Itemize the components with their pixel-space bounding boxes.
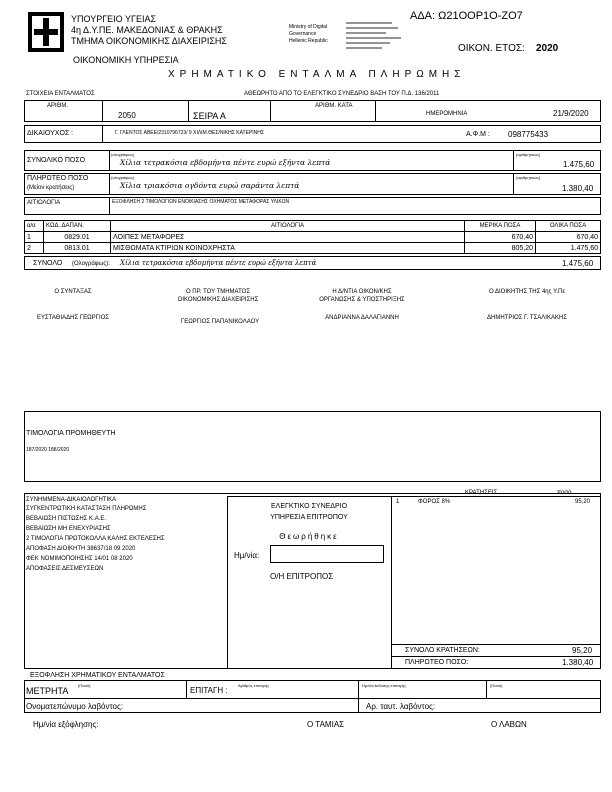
total-words: Χίλια τετρακόσια εβδομήντα πέντε ευρώ εξήντα λεπτά bbox=[120, 158, 331, 167]
deductions-header-amount: ποσό bbox=[557, 490, 572, 496]
deduction-amount: 95,20 bbox=[575, 499, 591, 505]
table-row: 1 0829.01 ΛΟΙΠΕΣ ΜΕΤΑΦΟΡΕΣ 670,40 670,40 bbox=[25, 232, 601, 243]
payable-label: ΠΛΗΡΩΤΕΟ ΠΟΣΟ bbox=[27, 175, 89, 182]
page-title: ΧΡΗΜΑΤΙΚΟ ΕΝΤΑΛΜΑ ΠΛΗΡΩΜΗΣ bbox=[168, 69, 466, 80]
recipient-name-label: Ονοματεπώνυμο λαβόντος: bbox=[26, 702, 124, 711]
invoices-title: ΤΙΜΟΛΟΓΙΑ ΠΡΟΜΗΘΕΥΤΗ bbox=[26, 430, 116, 437]
audit-date-input[interactable] bbox=[270, 545, 384, 563]
stamp-line2: Governance bbox=[289, 31, 317, 37]
beneficiary-value: Γ. ΓΛΕΝΤΟΣ ΑΒΕΕ/2310796723/ 9 ΧΙΛΙΜ.ΘΕΣ/ΝΙΚΗΣ ΚΑΤΕΡΙΝΗΣ bbox=[115, 130, 264, 136]
payable-words: Χίλια τριακόσια ογδόντα ευρώ σαράντα λεπτά bbox=[120, 181, 300, 190]
service-name: ΟΙΚΟΝΟΜΙΚΗ ΥΠΗΡΕΣΙΑ bbox=[73, 55, 179, 65]
deductions-payable: 1.380,40 bbox=[562, 658, 594, 667]
payment-title: ΕΞΟΦΛΗΣΗ ΧΡΗΜΑΤΙΚΟΥ ΕΝΤΑΛΜΑΤΟΣ bbox=[30, 672, 165, 679]
total-in-words-label: (ολογράφως) bbox=[111, 152, 135, 157]
elements-label: ΣΤΟΙΧΕΙΑ ΕΝΤΑΛΜΑΤΟΣ bbox=[26, 91, 95, 97]
audit-note: ΑΘΕΩΡΗΤΟ ΑΠΟ ΤΟ ΕΛΕΓΚΤΙΚΟ ΣΥΝΕΔΡΙΟ ΒΑΣΗ ΤΟΥ Π.Δ. 136/2011 bbox=[244, 91, 440, 97]
col-reason: ΑΙΤΙΟΛΟΓΙΑ bbox=[111, 221, 465, 232]
items-header-row bbox=[25, 221, 601, 232]
attachment-line: 2 ΤΙΜΟΛΟΓΙΑ ΠΡΩΤΟΚΟΛΛΑ ΚΑΛΗΣ ΕΚΤΕΛΕΣΗΣ bbox=[26, 536, 165, 542]
deductions-header-label: ΚΡΑΤΗΣΕΙΣ bbox=[465, 490, 498, 496]
date-value: 21/9/2020 bbox=[553, 109, 589, 118]
payable-in-words-label: (ολογράφως) bbox=[111, 175, 135, 180]
col-partial: ΜΕΡΙΚΑ ΠΟΣΑ bbox=[465, 221, 536, 232]
ministry-line3: ΤΜΗΜΑ ΟΙΚΟΝΟΜΙΚΗΣ ΔΙΑΧΕΙΡΙΣΗΣ bbox=[71, 36, 227, 46]
attachment-line: ΦΕΚ ΝΟΜΙΜΟΠΟΙΗΣΗΣ 14/01 08 2020 bbox=[26, 556, 133, 562]
ministry-line1: ΥΠΟΥΡΓΕΙΟ ΥΓΕΙΑΣ bbox=[71, 14, 157, 24]
sum-amount: 1.475,60 bbox=[562, 259, 594, 268]
invoices-box bbox=[24, 411, 601, 482]
payable-in-digits-label: (αριθμητικώς) bbox=[516, 175, 541, 180]
reason-label: ΑΙΤΙΟΛΟΓΙΑ bbox=[27, 200, 61, 206]
cashier-label: Ο ΤΑΜΙΑΣ bbox=[307, 720, 345, 729]
check-label[interactable]: ΕΠΙΤΑΓΗ : bbox=[190, 686, 228, 695]
arithm-kata-label: ΑΡΙΘΜ. ΚΑΤΑ bbox=[315, 103, 353, 109]
cash-note: (Ποσό) bbox=[78, 683, 91, 688]
sum-label: ΣΥΝΟΛΟ bbox=[33, 260, 63, 267]
audit-commissioner: Ο/Η ΕΠΙΤΡΟΠΟΣ bbox=[270, 572, 334, 581]
audit-date-label: Ημ/νία: bbox=[234, 551, 260, 560]
signature-1-name: ΕΥΣΤΑΘΙΑΔΗΣ ΓΕΩΡΓΙΟΣ bbox=[36, 315, 109, 321]
sum-words-label: (Ολογράφως): bbox=[72, 261, 110, 267]
signature-4-role: Ο ΔΙΟΙΚΗΤΗΣ ΤΗΣ 4ης Υ.Πε bbox=[488, 289, 566, 295]
stamp-line1: Ministry of Digital bbox=[289, 24, 328, 30]
attachment-line: ΒΕΒΑΙΩΣΗ ΜΗ ΕΝΕΧΥΡΙΑΣΗΣ bbox=[26, 526, 111, 532]
total-label: ΣΥΝΟΛΙΚΟ ΠΟΣΟ bbox=[27, 157, 86, 164]
invoices-list: 187/2020 188/2020 bbox=[26, 447, 70, 453]
series-value: ΣΕΙΡΑ Α bbox=[193, 111, 226, 121]
afm-label: Α.Φ.Μ : bbox=[466, 131, 490, 138]
digital-signature-stamp bbox=[346, 20, 406, 54]
check-amount-note: (Ποσό) bbox=[490, 683, 503, 688]
items-table bbox=[24, 220, 601, 254]
payment-date-label: Ημ/νία εξόφλησης: bbox=[33, 720, 99, 729]
signature-1-role: Ο ΣΥΝΤΑΞΑΣ bbox=[54, 289, 92, 295]
col-aa: α/α bbox=[25, 221, 44, 232]
attachment-line: ΑΠΟΦΑΣΕΙΣ ΔΕΣΜΕΥΣΕΩΝ bbox=[26, 566, 104, 572]
signature-3-name: ΑΝΔΡΙΑΝΝΑ ΔΑΛΑΓΙΑΝΝΗ bbox=[325, 315, 399, 321]
audit-line1: ΕΛΕΓΚΤΙΚΟ ΣΥΝΕΔΡΙΟ bbox=[270, 503, 348, 510]
sum-words: Χίλια τετρακόσια εβδομήντα πέντε ευρώ εξήντα λεπτά bbox=[120, 259, 317, 267]
deductions-total: 95,20 bbox=[572, 646, 593, 655]
afm-value: 098775433 bbox=[508, 130, 549, 139]
signature-3-role2: ΟΡΓΑΝΩΣΗΣ & ΥΠΟΣΤΗΡΙΞΗΣ bbox=[319, 297, 405, 303]
total-amount: 1.475,60 bbox=[563, 160, 595, 169]
ada-code: ΑΔΑ: Ω21ΟΟΡ1Ο-ΖΟ7 bbox=[410, 10, 523, 22]
reason-value: ΕΞΟΦΛΗΣΗ 2 ΤΙΜΟΛΟΓΙΩΝ ΕΝΟΙΚΙΑΣΗΣ ΟΧΗΜΑΤΟΣ ΜΕΤΑΦΟΡΑΣ ΥΛΙΚΩΝ bbox=[112, 199, 290, 205]
audit-line2: ΥΠΗΡΕΣΙΑ ΕΠΙΤΡΟΠΟΥ bbox=[270, 514, 348, 521]
attachments-label: ΣΥΝΗΜΜΕΝΑ-ΔΙΚΑΙΟΛΟΓΗΤΙΚΑ bbox=[26, 497, 117, 503]
signature-2-name: ΓΕΩΡΓΙΟΣ ΠΑΠΑΝΙΚΟΛΑΟΥ bbox=[180, 319, 260, 325]
signature-4-name: ΔΗΜΗΤΡΙΟΣ Γ. ΤΣΑΛΙΚΑΚΗΣ bbox=[486, 315, 568, 321]
ministry-logo bbox=[28, 12, 64, 52]
attachment-line: ΣΥΓΚΕΝΤΡΩΤΙΚΗ ΚΑΤΑΣΤΑΣΗ ΠΛΗΡΩΜΗΣ bbox=[26, 506, 147, 512]
recipient-sign-label: Ο ΛΑΒΩΝ bbox=[491, 720, 527, 729]
beneficiary-label: ΔΙΚΑΙΟΥΧΟΣ : bbox=[27, 130, 74, 137]
signature-2-role2: ΟΙΚΟΝΟΜΙΚΗΣ ΔΙΑΧΕΙΡΙΣΗΣ bbox=[177, 297, 259, 303]
audit-viewed: Θεωρήθηκε bbox=[279, 532, 339, 541]
deductions-payable-label: ΠΛΗΡΩΤΕΟ ΠΟΣΟ: bbox=[405, 659, 469, 666]
total-in-digits-label: (αριθμητικώς) bbox=[516, 152, 541, 157]
signature-3-role: Η Δ/ΝΤΙΑ ΟΙΚΟΝ/ΚΗΣ bbox=[332, 289, 392, 295]
attachment-line: ΒΕΒΑΙΩΣΗ ΠΙΣΤΩΣΗΣ Κ.Α.Ε. bbox=[26, 516, 107, 522]
date-label: ΗΜΕΡΟΜΗΝΙΑ bbox=[426, 111, 468, 117]
signature-2-role: Ο ΠΡ. ΤΟΥ ΤΜΗΜΑΤΟΣ bbox=[185, 289, 251, 295]
recipient-id-label: Αρ. ταυτ. λαβόντος: bbox=[366, 702, 436, 711]
table-row: 2 0813.01 ΜΙΣΘΩΜΑΤΑ ΚΤΙΡΙΩΝ ΚΟΙΝΟΧΡΗΣΤΑ 805,20 1.475,60 bbox=[25, 243, 601, 254]
col-total: ΟΛΙΚΑ ΠΟΣΑ bbox=[536, 221, 601, 232]
deduction-name: ΦΟΡΟΣ 8% bbox=[418, 499, 451, 505]
check-number-note: Αριθμός επιταγής bbox=[238, 683, 270, 688]
fiscal-year: 2020 bbox=[536, 43, 559, 54]
stamp-line3: Hellenic Republic bbox=[289, 38, 328, 44]
cash-label[interactable]: ΜΕΤΡΗΤΑ bbox=[26, 686, 69, 696]
deductions-total-label: ΣΥΝΟΛΟ ΚΡΑΤΗΣΕΩΝ: bbox=[405, 647, 480, 654]
ministry-line2: 4η Δ.Υ.ΠΕ. ΜΑΚΕΔΟΝΙΑΣ & ΘΡΑΚΗΣ bbox=[71, 25, 223, 35]
arithm-value: 2050 bbox=[118, 111, 136, 120]
arithm-label: ΑΡΙΘΜ. bbox=[47, 103, 69, 109]
check-date-note: Ημ/νία έκδοσης επιταγής bbox=[362, 683, 406, 688]
col-code: ΚΩΔ. ΔΑΠΑΝ. bbox=[44, 221, 111, 232]
payable-amount: 1.380,40 bbox=[562, 184, 594, 193]
payable-sub: (Μείον κρατήσεις) bbox=[27, 185, 75, 191]
deduction-idx: 1 bbox=[396, 499, 400, 505]
attachment-line: ΑΠΟΦΑΣΗ ΔΙΟΙΚΗΤΗ 38637/18 09 2020 bbox=[26, 546, 136, 552]
fiscal-year-label: ΟΙΚΟΝ. ΕΤΟΣ: bbox=[458, 43, 525, 54]
